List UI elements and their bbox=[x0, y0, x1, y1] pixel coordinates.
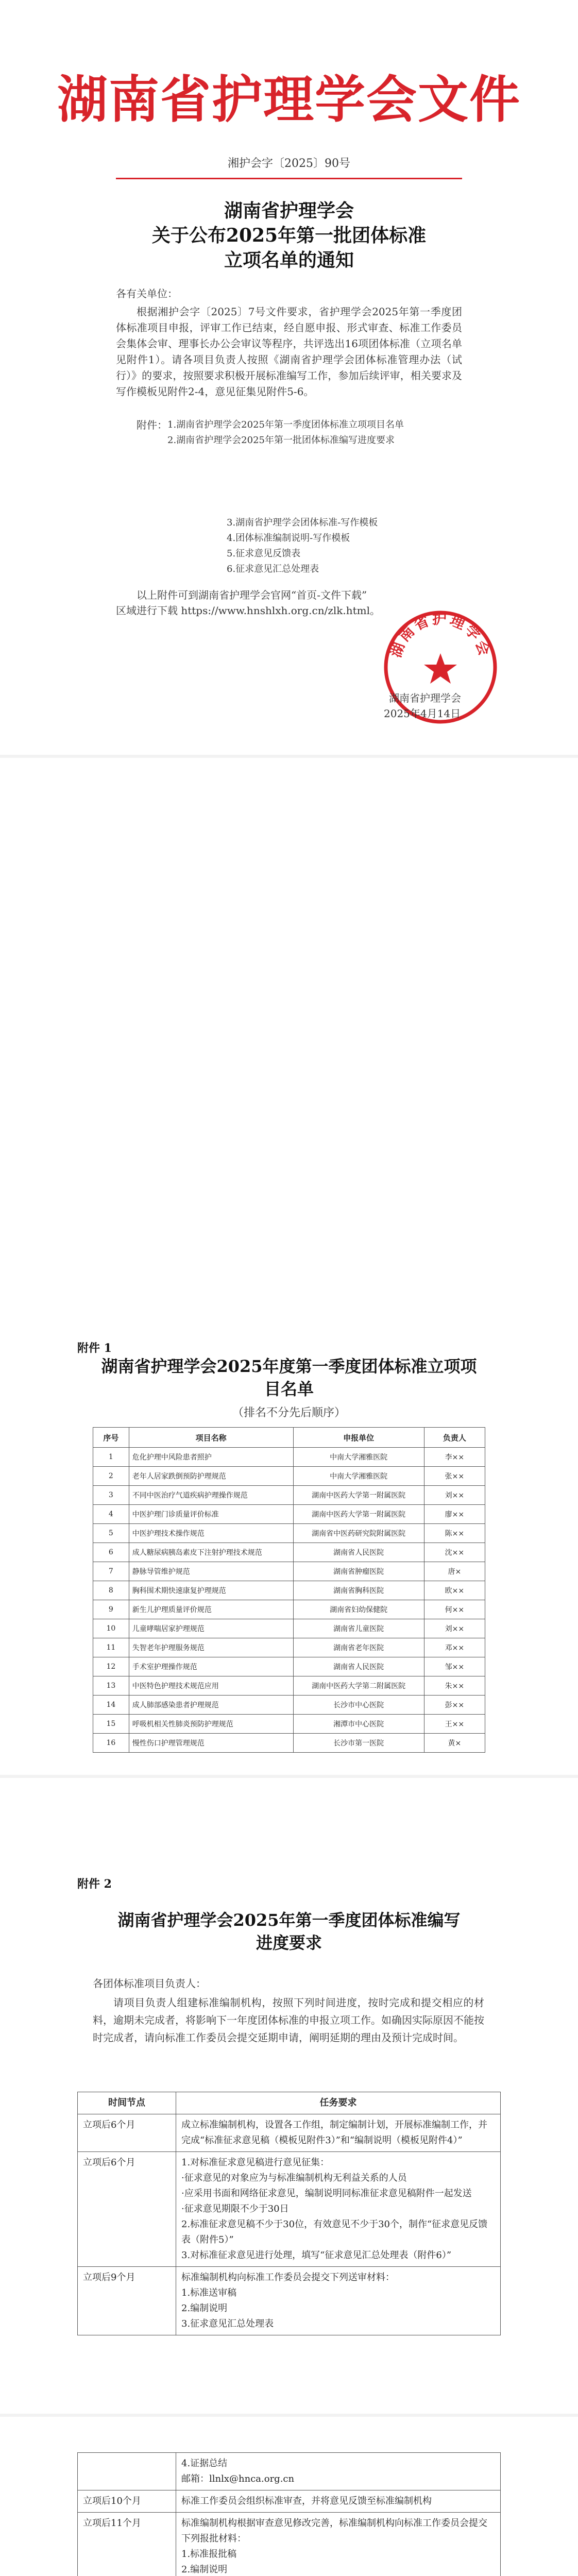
row-time: 立项后11个月 bbox=[78, 2513, 176, 2576]
table-row bbox=[78, 2490, 501, 2513]
row-no: 7 bbox=[93, 1562, 129, 1581]
row-lead: 张×× bbox=[424, 1467, 485, 1486]
row-task: 成立标准编制机构，设置各工作组，制定编制计划，开展标准编制工作，并完成“标准征求意见稿（模板见附件3）”和“编制说明（模板见附件4）” bbox=[176, 2114, 501, 2152]
project-table bbox=[93, 1427, 485, 1753]
row-org: 湖南省人民医院 bbox=[293, 1657, 424, 1676]
col-task: 任务要求 bbox=[176, 2092, 501, 2114]
notice-page bbox=[0, 0, 578, 755]
row-no: 2 bbox=[93, 1467, 129, 1486]
doc-number: 湘护会字〔2025〕90号 bbox=[228, 157, 350, 170]
schedule-table bbox=[77, 2092, 501, 2335]
attachment-1-subtitle: （排名不分先后顺序） bbox=[232, 1406, 346, 1419]
row-no: 10 bbox=[93, 1619, 129, 1638]
attachment-1: 1.湖南省护理学会2025年第一季度团体标准立项项目名单 bbox=[167, 419, 404, 430]
row-no: 3 bbox=[93, 1486, 129, 1505]
attachment-3: 3.湖南省护理学会团体标准-写作模板 bbox=[227, 517, 378, 528]
table-row bbox=[93, 1619, 485, 1638]
row-task: 4.证据总结 邮箱：llnlx@hnca.org.cn bbox=[176, 2453, 501, 2490]
row-org: 湖南省老年医院 bbox=[293, 1638, 424, 1657]
table-row bbox=[93, 1676, 485, 1696]
col-name: 项目名称 bbox=[129, 1428, 293, 1448]
table-row bbox=[93, 1467, 485, 1486]
table-row bbox=[78, 2152, 501, 2267]
row-org: 湖南中医药大学第一附属医院 bbox=[293, 1505, 424, 1524]
row-time bbox=[78, 2453, 176, 2490]
attachment-5: 5.征求意见反馈表 bbox=[227, 548, 301, 559]
row-task: 1.对标准征求意见稿进行意见征集： ·征求意见的对象应为与标准编制机构无利益关系的人员 ·应采用书面和网络征求意见，编制说明同标准征求意见稿附件一起发送 ·征求意见期限不少于30日 2.标准征求意见稿不少于30位，有效意见不少于30个，制作“征求意见反馈表（附件5）” 3.对标准征求意见进行处理，填写“征求意见汇总处理表（附件6）” bbox=[176, 2152, 501, 2267]
table-row bbox=[93, 1486, 485, 1505]
svg-text:湖南省护理学会: 湖南省护理学会 bbox=[387, 610, 494, 660]
attachment-4: 4.团体标准编制说明-写作模板 bbox=[227, 533, 350, 544]
table-row bbox=[93, 1696, 485, 1715]
notice-title-line-2: 关于公布2025年第一批团体标准 bbox=[151, 225, 427, 246]
row-lead: 何×× bbox=[424, 1600, 485, 1619]
attachment-2-title-2: 进度要求 bbox=[256, 1933, 322, 1953]
row-no: 6 bbox=[93, 1543, 129, 1562]
table-header-row bbox=[93, 1428, 485, 1448]
row-no: 1 bbox=[93, 1448, 129, 1467]
page-separator bbox=[0, 755, 578, 758]
row-project-name: 呼吸机相关性肺炎预防护理规范 bbox=[129, 1715, 293, 1734]
row-lead: 朱×× bbox=[424, 1676, 485, 1696]
row-lead: 唐× bbox=[424, 1562, 485, 1581]
row-org: 湖南省中医药研究院附属医院 bbox=[293, 1524, 424, 1543]
attachment-1-label: 附件 1 bbox=[77, 1342, 112, 1355]
row-no: 5 bbox=[93, 1524, 129, 1543]
attachment-2-title-1: 湖南省护理学会2025年第一季度团体标准编写 bbox=[117, 1910, 461, 1930]
row-project-name: 慢性伤口护理管理规范 bbox=[129, 1734, 293, 1753]
attachment-1-title-1: 湖南省护理学会2025年度第一季度团体标准立项项 bbox=[101, 1357, 477, 1376]
attachment-2-paragraph: 请项目负责人组建标准编制机构，按照下列时间进度，按时完成和提交相应的材料，逾期未完成者，将影响下一年度团体标准的申报立项工作。如确因实际原因不能按时完成者，请向标准工作委员会提交延期申请，阐明延期的理由及预计完成时间。 bbox=[93, 1996, 484, 2044]
table-row bbox=[93, 1734, 485, 1753]
row-project-name: 儿童哮喘居家护理规范 bbox=[129, 1619, 293, 1638]
row-no: 12 bbox=[93, 1657, 129, 1676]
row-project-name: 中医特色护理技术规范应用 bbox=[129, 1676, 293, 1696]
row-org: 中南大学湘雅医院 bbox=[293, 1448, 424, 1467]
masthead: 湖南省护理学会文件 bbox=[57, 70, 521, 129]
schedule-table-continued bbox=[77, 2452, 501, 2576]
col-time: 时间节点 bbox=[78, 2092, 176, 2114]
row-project-name: 老年人居家跌倒预防护理规范 bbox=[129, 1467, 293, 1486]
table-row bbox=[93, 1448, 485, 1467]
row-org: 湖南省妇幼保健院 bbox=[293, 1600, 424, 1619]
row-project-name: 胸科围术期快速康复护理规范 bbox=[129, 1581, 293, 1600]
row-lead: 邹×× bbox=[424, 1657, 485, 1676]
download-note-2[interactable]: 区域进行下载 https://www.hnshlxh.org.cn/zlk.html。 bbox=[116, 604, 381, 617]
attachment-2-continued-page bbox=[0, 2452, 578, 2576]
row-no: 4 bbox=[93, 1505, 129, 1524]
row-org: 长沙市中心医院 bbox=[293, 1696, 424, 1715]
attachment-2-label: 附件 2 bbox=[77, 1877, 112, 1891]
row-no: 9 bbox=[93, 1600, 129, 1619]
table-row bbox=[93, 1600, 485, 1619]
notice-title-line-1: 湖南省护理学会 bbox=[224, 200, 354, 222]
col-org: 申报单位 bbox=[293, 1428, 424, 1448]
attachment-6: 6.征求意见汇总处理表 bbox=[227, 564, 319, 574]
row-org: 湘潭市中心医院 bbox=[293, 1715, 424, 1734]
col-no: 序号 bbox=[93, 1428, 129, 1448]
table-row bbox=[93, 1638, 485, 1657]
attachments-prefix: 附件： bbox=[137, 419, 167, 431]
page-separator bbox=[0, 1775, 578, 1778]
row-lead: 刘×× bbox=[424, 1486, 485, 1505]
col-lead: 负责人 bbox=[424, 1428, 485, 1448]
row-lead: 王×× bbox=[424, 1715, 485, 1734]
row-time: 立项后10个月 bbox=[78, 2490, 176, 2513]
row-project-name: 成人肺部感染患者护理规范 bbox=[129, 1696, 293, 1715]
row-lead: 彭×× bbox=[424, 1696, 485, 1715]
salutation: 各有关单位： bbox=[116, 287, 178, 300]
attachment-1-page bbox=[0, 1340, 578, 1803]
row-no: 13 bbox=[93, 1676, 129, 1696]
attachment-2-greeting: 各团体标准项目负责人： bbox=[93, 1977, 206, 1990]
table-row bbox=[78, 2453, 501, 2490]
row-org: 中南大学湘雅医院 bbox=[293, 1467, 424, 1486]
row-task: 标准编制机构根据审查意见修改完善，标准编制机构向标准工作委员会提交下列报批材料： 1.标准报批稿 2.编制说明 bbox=[176, 2513, 501, 2576]
notice-body: 根据湘护会字〔2025〕7号文件要求，省护理学会2025年第一季度团体标准项目申报，评审工作已结束，经自愿申报、形式审查、标准工作委员会集体会审、理事长办公会审议等程序，共评选出16项团体标准（立项名单见附件1）。请各项目负责人按照《湖南省护理学会团体标准管理办法（试行）》的要求，按照要求积极开展标准编写工作，参加后续评审，相关要求及写作模板见附件2-4，意见征集见附件5-6。 bbox=[116, 306, 462, 398]
table-row bbox=[93, 1505, 485, 1524]
table-row bbox=[93, 1524, 485, 1543]
issue-date: 2025年4月14日 bbox=[384, 707, 461, 720]
row-project-name: 中医护理技术操作规范 bbox=[129, 1524, 293, 1543]
table-row bbox=[78, 2513, 501, 2576]
row-lead: 黄× bbox=[424, 1734, 485, 1753]
row-no: 15 bbox=[93, 1715, 129, 1734]
row-time: 立项后6个月 bbox=[78, 2114, 176, 2152]
table-row bbox=[78, 2114, 501, 2152]
row-lead: 廖×× bbox=[424, 1505, 485, 1524]
row-org: 湖南省肿瘤医院 bbox=[293, 1562, 424, 1581]
row-org: 湖南省胸科医院 bbox=[293, 1581, 424, 1600]
row-lead: 邓×× bbox=[424, 1638, 485, 1657]
download-note-1: 以上附件可到湖南省护理学会官网“首页-文件下载” bbox=[137, 589, 367, 601]
row-org: 湖南中医药大学第一附属医院 bbox=[293, 1486, 424, 1505]
attachment-2-page bbox=[0, 1875, 578, 2391]
row-project-name: 不同中医治疗气道疾病护理操作规范 bbox=[129, 1486, 293, 1505]
row-lead: 沈×× bbox=[424, 1543, 485, 1562]
row-project-name: 成人糖尿病胰岛素皮下注射护理技术规范 bbox=[129, 1543, 293, 1562]
row-org: 湖南中医药大学第二附属医院 bbox=[293, 1676, 424, 1696]
issuer: 湖南省护理学会 bbox=[389, 692, 461, 704]
table-row bbox=[93, 1562, 485, 1581]
table-header-row bbox=[78, 2092, 501, 2114]
notice-title-line-3: 立项名单的通知 bbox=[224, 249, 354, 271]
red-divider bbox=[116, 178, 462, 179]
table-row bbox=[93, 1543, 485, 1562]
row-lead: 刘×× bbox=[424, 1619, 485, 1638]
row-project-name: 静脉导管维护规范 bbox=[129, 1562, 293, 1581]
row-project-name: 新生儿护理质量评价规范 bbox=[129, 1600, 293, 1619]
row-project-name: 危化护理中风险患者照护 bbox=[129, 1448, 293, 1467]
row-lead: 欧×× bbox=[424, 1581, 485, 1600]
row-org: 长沙市第一医院 bbox=[293, 1734, 424, 1753]
row-task: 标准编制机构向标准工作委员会提交下列送审材料： 1.标准送审稿 2.编制说明 3.征求意见汇总处理表 bbox=[176, 2267, 501, 2335]
table-row bbox=[93, 1581, 485, 1600]
row-no: 8 bbox=[93, 1581, 129, 1600]
row-time: 立项后6个月 bbox=[78, 2152, 176, 2267]
row-time: 立项后9个月 bbox=[78, 2267, 176, 2335]
row-project-name: 失智老年护理服务规范 bbox=[129, 1638, 293, 1657]
row-org: 湖南省人民医院 bbox=[293, 1543, 424, 1562]
row-project-name: 中医护理门诊质量评价标准 bbox=[129, 1505, 293, 1524]
row-no: 16 bbox=[93, 1734, 129, 1753]
attachment-2: 2.湖南省护理学会2025年第一批团体标准编写进度要求 bbox=[167, 435, 395, 446]
table-row bbox=[93, 1715, 485, 1734]
row-no: 14 bbox=[93, 1696, 129, 1715]
table-row bbox=[78, 2267, 501, 2335]
page-separator bbox=[0, 2414, 578, 2417]
row-task: 标准工作委员会组织标准审查，并将意见反馈至标准编制机构 bbox=[176, 2490, 501, 2513]
row-no: 11 bbox=[93, 1638, 129, 1657]
row-project-name: 手术室护理操作规范 bbox=[129, 1657, 293, 1676]
row-org: 湖南省儿童医院 bbox=[293, 1619, 424, 1638]
table-row bbox=[93, 1657, 485, 1676]
row-lead: 李×× bbox=[424, 1448, 485, 1467]
attachment-1-title-2: 目名单 bbox=[264, 1379, 314, 1399]
row-lead: 陈×× bbox=[424, 1524, 485, 1543]
